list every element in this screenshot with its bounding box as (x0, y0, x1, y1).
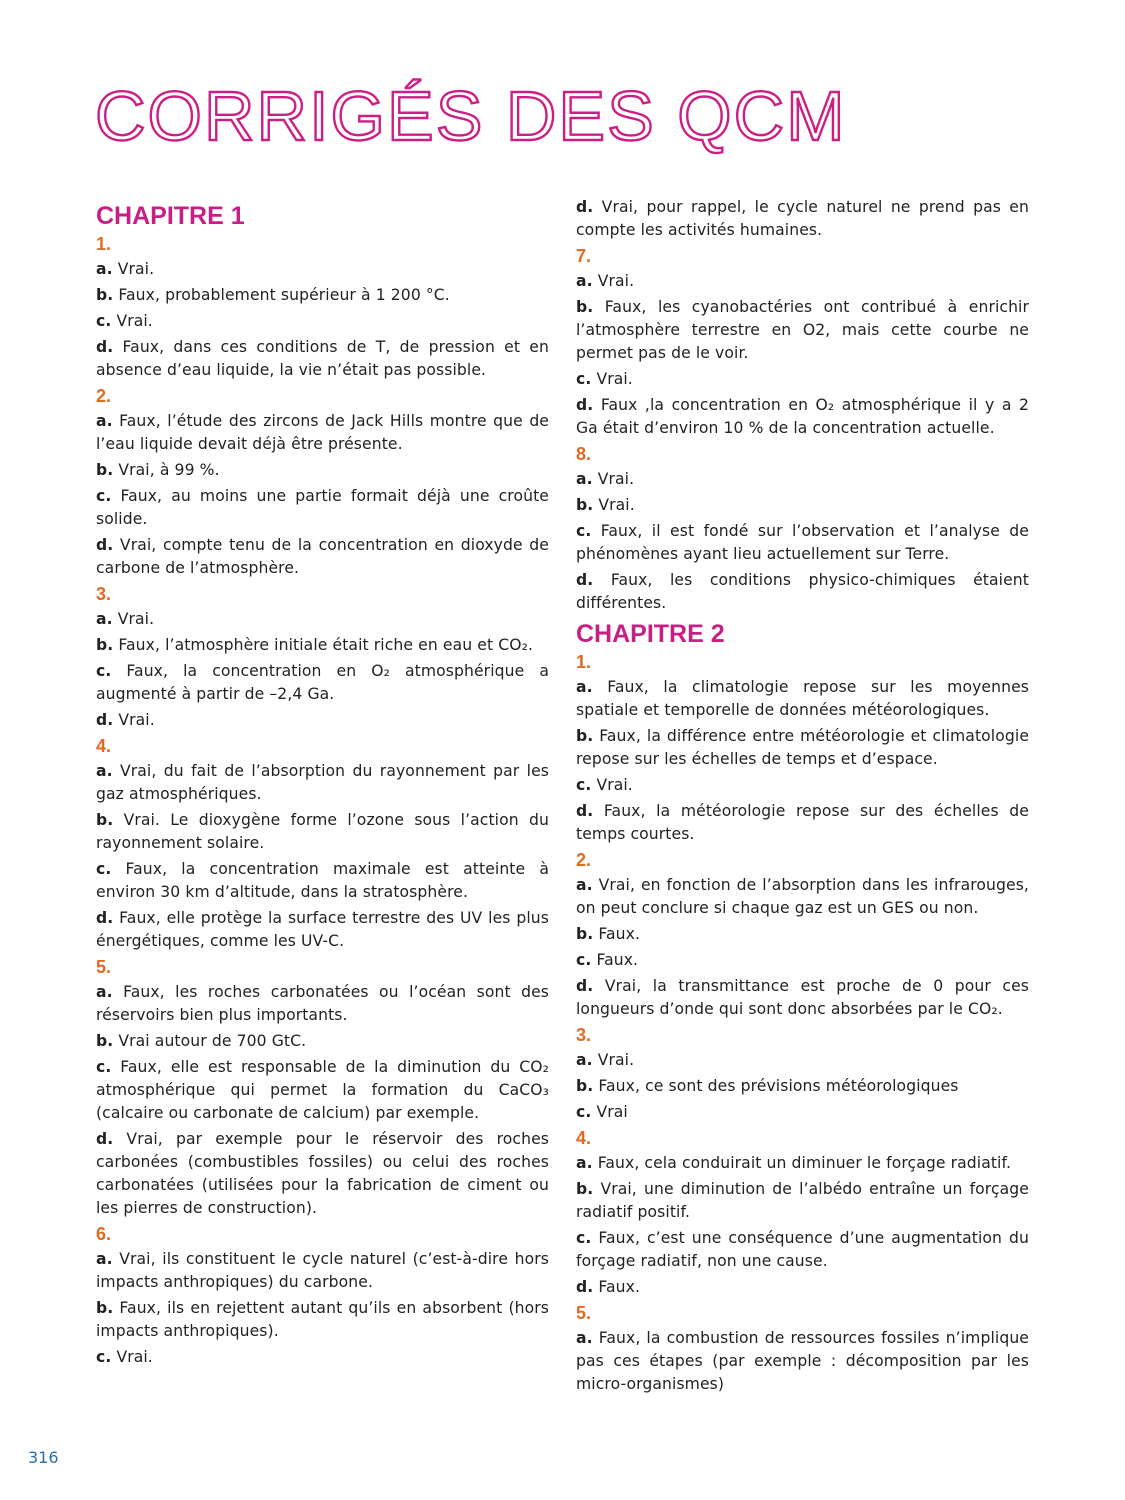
answer-text: Vrai. (117, 610, 155, 628)
answer-letter: c. (96, 1058, 112, 1076)
answer-letter: d. (96, 1130, 114, 1148)
answer-item (96, 258, 549, 281)
answer-text: Faux, probablement supérieur à 1 200 °C. (118, 286, 450, 304)
answer-letter: a. (576, 1051, 593, 1069)
answer-letter: b. (576, 1077, 594, 1095)
answer-text: Faux, ils en rejettent autant qu’ils en absorbent (hors impacts anthropiques). (96, 1299, 549, 1340)
answer-letter: b. (96, 636, 114, 654)
answer-item (96, 1248, 549, 1294)
answer-letter: c. (576, 776, 592, 794)
question-number: 4. (96, 736, 112, 756)
answer-item (96, 608, 549, 631)
answer-text: Vrai, pour rappel, le cycle naturel ne prend pas en compte les activités humaines. (576, 198, 1029, 239)
answer-text: Faux. (598, 1278, 641, 1296)
answer-item (96, 534, 549, 580)
answer-item (576, 1227, 1029, 1273)
answer-letter: c. (96, 662, 112, 680)
answer-text: Vrai, une diminution de l’albédo entraîne un forçage radiatif positif. (576, 1180, 1029, 1221)
answer-item (576, 1327, 1029, 1396)
answer-text: Vrai, par exemple pour le réservoir des roches carbonées (combustibles fossiles) ou celui des roches carbonatées (utilisées pour la fabrication de ciment ou les pierres de construction). (96, 1130, 549, 1217)
answer-item (576, 1152, 1029, 1175)
answer-text: Faux, c’est une conséquence d’une augmentation du forçage radiatif, non une cause. (576, 1229, 1029, 1270)
answer-letter: c. (576, 951, 592, 969)
answer-item (576, 494, 1029, 517)
answer-item (96, 1346, 549, 1369)
answer-text: Vrai. Le dioxygène forme l’ozone sous l’action du rayonnement solaire. (96, 811, 549, 852)
answer-text: Vrai. (598, 496, 635, 514)
answer-text: Vrai. (596, 370, 633, 388)
answer-letter: b. (96, 811, 114, 829)
question-number: 5. (96, 957, 112, 977)
answer-item (576, 800, 1029, 846)
answer-letter: b. (576, 925, 594, 943)
answer-text: Faux, dans ces conditions de T, de pression et en absence d’eau liquide, la vie n’était pas possible. (96, 338, 549, 379)
answer-item (576, 569, 1029, 615)
answer-item (576, 1178, 1029, 1224)
answer-letter: d. (576, 977, 594, 995)
answer-text: Faux, les roches carbonatées ou l’océan sont des réservoirs bien plus importants. (96, 983, 550, 1024)
answer-item (96, 709, 549, 732)
answer-item (576, 923, 1029, 946)
answer-item (576, 270, 1029, 293)
answer-item (576, 949, 1029, 972)
answer-letter: b. (96, 1032, 114, 1050)
right-column (576, 196, 1029, 1399)
answer-letter: b. (576, 1180, 594, 1198)
answer-text: Vrai, compte tenu de la concentration en dioxyde de carbone de l’atmosphère. (96, 536, 550, 577)
answer-text: Vrai (596, 1103, 628, 1121)
answer-text: Vrai, du fait de l’absorption du rayonnement par les gaz atmosphériques. (96, 762, 549, 803)
answer-item (96, 1056, 549, 1125)
answer-item (576, 296, 1029, 365)
answer-letter: a. (576, 1329, 593, 1347)
answer-text: Vrai. (597, 470, 635, 488)
answer-item (576, 1075, 1029, 1098)
answer-text: Vrai, en fonction de l’absorption dans les infrarouges, on peut conclure si chaque gaz est un GES ou non. (576, 876, 1029, 917)
question-number: 1. (576, 652, 592, 672)
answer-item (576, 368, 1029, 391)
answer-letter: a. (576, 1154, 593, 1172)
answer-letter: c. (96, 1348, 112, 1366)
answer-item (576, 1276, 1029, 1299)
page-title: CORRIGÉS DES QCM (95, 77, 847, 155)
answer-letter: a. (576, 272, 593, 290)
answer-item (576, 394, 1029, 440)
answer-letter: d. (96, 909, 114, 927)
question-number: 4. (576, 1128, 592, 1148)
answer-text: Faux, la climatologie repose sur les moyennes spatiale et temporelle de données météorologiques. (576, 678, 1030, 719)
answer-letter: d. (576, 396, 594, 414)
answer-letter: b. (96, 286, 114, 304)
answer-item (576, 520, 1029, 566)
answer-letter: d. (96, 338, 114, 356)
answer-letter: c. (576, 1229, 592, 1247)
answer-letter: b. (576, 727, 594, 745)
chapter-heading: CHAPITRE 2 (576, 620, 725, 648)
answer-letter: c. (96, 860, 112, 878)
answer-letter: a. (96, 1250, 113, 1268)
answer-text: Faux, la météorologie repose sur des échelles de temps courtes. (576, 802, 1029, 843)
answer-item (96, 634, 549, 657)
answer-item (576, 1049, 1029, 1072)
question-number: 2. (576, 850, 592, 870)
answer-text: Vrai, la transmittance est proche de 0 pour ces longueurs d’onde qui sont donc absorbées par le CO₂. (576, 977, 1029, 1018)
answer-text: Vrai. (596, 776, 633, 794)
answer-letter: c. (576, 1103, 592, 1121)
answer-item (96, 336, 549, 382)
answer-letter: b. (576, 298, 594, 316)
answer-letter: a. (96, 260, 113, 278)
answer-text: Faux, cela conduirait un diminuer le forçage radiatif. (597, 1154, 1012, 1172)
answer-item (96, 1128, 549, 1220)
answer-text: Faux, la concentration maximale est atteinte à environ 30 km d’altitude, dans la stratosphère. (96, 860, 550, 901)
answer-letter: c. (96, 487, 112, 505)
answer-text: Faux, ce sont des prévisions météorologiques (598, 1077, 959, 1095)
answer-item (96, 858, 549, 904)
answer-letter: b. (96, 461, 114, 479)
answer-letter: d. (576, 1278, 594, 1296)
answer-letter: a. (576, 470, 593, 488)
answer-item (96, 907, 549, 953)
answer-letter: c. (96, 312, 112, 330)
question-number: 6. (96, 1224, 112, 1244)
answer-letter: a. (576, 678, 593, 696)
answer-letter: d. (576, 571, 594, 589)
answer-letter: a. (576, 876, 593, 894)
question-number: 2. (96, 386, 112, 406)
answer-text: Faux, elle protège la surface terrestre des UV les plus énergétiques, comme les UV-C. (96, 909, 550, 950)
answer-item (96, 760, 549, 806)
answer-text: Vrai, ils constituent le cycle naturel (c’est-à-dire hors impacts anthropiques) du carbone. (96, 1250, 549, 1291)
answer-text: Vrai, à 99 %. (118, 461, 220, 479)
answer-letter: c. (576, 522, 592, 540)
question-number: 5. (576, 1303, 592, 1323)
answer-item (576, 196, 1029, 242)
answer-text: Vrai. (597, 272, 635, 290)
answer-text: Vrai. (116, 1348, 153, 1366)
answer-text: Vrai autour de 700 GtC. (118, 1032, 307, 1050)
answer-text: Faux. (598, 925, 641, 943)
answer-item (576, 725, 1029, 771)
answer-text: Faux, la combustion de ressources fossiles n’implique pas ces étapes (par exemple : décomposition par les micro-organismes) (576, 1329, 1029, 1393)
question-number: 7. (576, 246, 592, 266)
question-number: 8. (576, 444, 592, 464)
answer-item (96, 459, 549, 482)
answer-item (96, 981, 549, 1027)
answer-item (576, 468, 1029, 491)
answer-letter: b. (96, 1299, 114, 1317)
answer-item (96, 1297, 549, 1343)
answer-text: Faux, il est fondé sur l’observation et l’analyse de phénomènes ayant lieu actuellement sur Terre. (576, 522, 1029, 563)
question-number: 1. (96, 234, 112, 254)
answer-item (576, 975, 1029, 1021)
answer-letter: a. (96, 762, 113, 780)
answer-letter: d. (96, 711, 114, 729)
question-number: 3. (576, 1025, 592, 1045)
answer-letter: d. (576, 802, 594, 820)
answer-text: Faux ,la concentration en O₂ atmosphérique il y a 2 Ga était d’environ 10 % de la concentration actuelle. (576, 396, 1029, 437)
answer-letter: a. (96, 610, 113, 628)
answer-text: Faux, la concentration en O₂ atmosphérique a augmenté à partir de –2,4 Ga. (96, 662, 549, 703)
answer-text: Faux, elle est responsable de la diminution du CO₂ atmosphérique qui permet la formation du CaCO₃ (calcaire ou carbonate de calcium) par exemple. (96, 1058, 549, 1122)
answer-letter: d. (96, 536, 114, 554)
answer-item (96, 284, 549, 307)
answer-text: Vrai. (118, 711, 155, 729)
answer-text: Vrai. (597, 1051, 635, 1069)
answer-text: Faux, les cyanobactéries ont contribué à enrichir l’atmosphère terrestre en O2, mais cette courbe ne permet pas de le voir. (576, 298, 1029, 362)
answer-text: Faux, au moins une partie formait déjà une croûte solide. (96, 487, 549, 528)
answer-text: Vrai. (117, 260, 155, 278)
answer-letter: c. (576, 370, 592, 388)
answer-letter: d. (576, 198, 594, 216)
answer-letter: b. (576, 496, 594, 514)
page-number: 316 (28, 1448, 59, 1467)
answer-item (96, 660, 549, 706)
answer-text: Faux, l’étude des zircons de Jack Hills montre que de l’eau liquide devait déjà être présente. (96, 412, 550, 453)
answer-item (96, 809, 549, 855)
answer-item (576, 874, 1029, 920)
answer-text: Faux, la différence entre météorologie et climatologie repose sur les échelles de temps et d’espace. (576, 727, 1030, 768)
answer-text: Faux. (596, 951, 639, 969)
answer-item (576, 1101, 1029, 1124)
answer-item (576, 774, 1029, 797)
answer-letter: a. (96, 412, 113, 430)
answer-text: Faux, l’atmosphère initiale était riche en eau et CO₂. (118, 636, 533, 654)
answer-item (96, 485, 549, 531)
question-number: 3. (96, 584, 112, 604)
answer-text: Vrai. (116, 312, 153, 330)
answer-text: Faux, les conditions physico-chimiques étaient différentes. (576, 571, 1029, 612)
answer-item (96, 310, 549, 333)
left-column (96, 197, 549, 1372)
answer-item (96, 1030, 549, 1053)
answer-letter: a. (96, 983, 113, 1001)
answer-item (96, 410, 549, 456)
chapter-heading: CHAPITRE 1 (96, 202, 245, 230)
answer-item (576, 676, 1029, 722)
